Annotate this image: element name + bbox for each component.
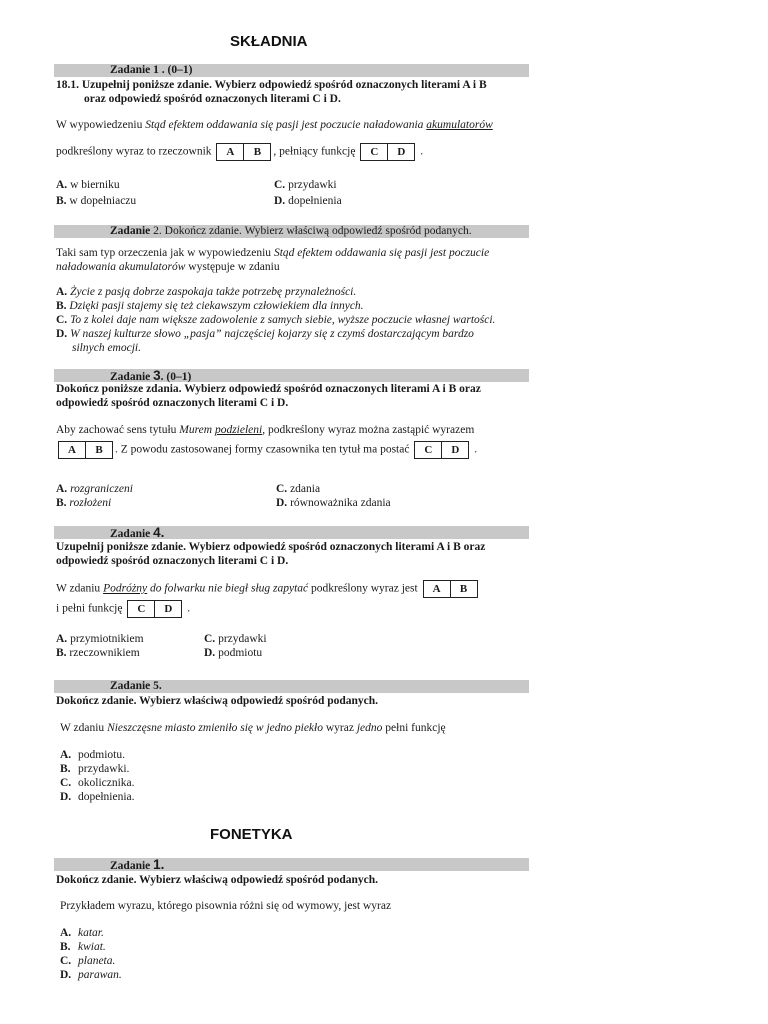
option-box-b[interactable]: B: [85, 442, 112, 458]
task-1-gap-line: [56, 143, 423, 161]
task-3-header-bar: [54, 369, 529, 382]
option-letter: D.: [276, 497, 288, 509]
option-text: kwiat.: [78, 941, 106, 953]
task-2-stem-quote: naładowania akumulatorów: [56, 261, 186, 273]
option-box-d[interactable]: D: [441, 442, 468, 458]
option-letter: A.: [56, 179, 68, 191]
option-letter: C.: [276, 483, 288, 495]
task-3-instruction-line-2: odpowiedź spośród oznaczonych literami C i D.: [56, 397, 289, 409]
option-text: Życie z pasją dobrze zaspokaja także potrzebę przynależności.: [67, 286, 357, 298]
option-text: zdania: [287, 483, 321, 495]
task-4-gap-line: [56, 600, 190, 618]
task-4-instruction-line-2: odpowiedź spośród oznaczonych literami C i D.: [56, 555, 289, 567]
task-5-option-b[interactable]: [60, 762, 129, 776]
task-3-gap-text: . Z powodu zastosowanej formy czasownika ten tytuł ma postać: [115, 443, 410, 456]
option-letter: D.: [204, 647, 216, 659]
option-text: planeta.: [78, 955, 116, 967]
task-5-option-c[interactable]: [60, 776, 135, 790]
task-4-answer-box-cd[interactable]: [127, 600, 182, 618]
task-4-header: [110, 526, 164, 541]
option-letter: B.: [60, 941, 71, 953]
option-box-a[interactable]: A: [432, 583, 441, 595]
task-2-stem-text: Taki sam typ orzeczenia jak w wypowiedzeniu: [56, 247, 274, 259]
option-text: w dopełniaczu: [66, 195, 137, 207]
task-3-sentence-text-2: , podkreślony wyraz można zastąpić wyrazem: [262, 424, 475, 436]
option-text: rozłożeni: [66, 497, 112, 509]
task-2-header: [110, 225, 472, 238]
phonetics-task-1-header-bar: [54, 858, 529, 871]
option-letter: D.: [60, 969, 72, 981]
option-letter: C.: [60, 777, 72, 789]
task-5-sentence: [60, 721, 446, 735]
task-2-option-b[interactable]: [56, 299, 364, 313]
task-3-option-a[interactable]: [56, 482, 133, 496]
task-1-answer-box-ab[interactable]: [216, 143, 271, 161]
option-text: Dzięki pasji stajemy się też ciekawszym człowiekiem dla innych.: [66, 300, 364, 312]
option-text: podmiotu.: [78, 749, 125, 761]
phonetics-task-1-header-number: 1.: [153, 857, 165, 872]
task-1-option-d[interactable]: [274, 194, 342, 208]
task-2-header-bar: [54, 225, 529, 238]
option-text: w bierniku: [67, 179, 120, 191]
task-2-stem-text: występuje w zdaniu: [185, 261, 280, 273]
option-text: przymiotnikiem: [67, 633, 144, 645]
option-box-c[interactable]: C: [370, 146, 379, 158]
option-box-c[interactable]: C: [424, 444, 433, 456]
task-1-sentence-quote: Stąd efektem oddawania się pasji jest poczucie naładowania: [145, 119, 427, 131]
task-3-option-b[interactable]: [56, 496, 111, 510]
task-3-title-quote: Murem: [179, 424, 215, 436]
task-5-option-a[interactable]: [60, 748, 125, 762]
option-text: dopełnienia.: [78, 791, 135, 803]
task-1-instruction-line-2: oraz odpowiedź spośród oznaczonych literami C i D.: [84, 93, 341, 105]
task-5-key-word: jedno: [356, 722, 383, 734]
task-4-sentence-quote: do folwarku nie biegł sług zapytać: [147, 582, 309, 595]
task-1-header: Zadanie 1 . (0–1): [110, 64, 193, 76]
phonetics-task-1-option-a[interactable]: [60, 926, 104, 940]
task-4-option-a[interactable]: [56, 632, 144, 646]
option-text: przydawki.: [78, 763, 130, 775]
task-4-gap-text: i pełni funkcję: [56, 602, 123, 615]
task-3-underlined-word: podzieleni: [214, 424, 263, 436]
task-4-option-c[interactable]: [204, 632, 267, 646]
task-1-option-b[interactable]: [56, 194, 136, 208]
option-letter: C.: [204, 633, 216, 645]
task-3-sentence-text: Aby zachować sens tytułu: [56, 424, 180, 436]
task-4-header-bar: [54, 526, 529, 539]
task-4-option-b[interactable]: [56, 646, 140, 660]
task-5-sentence-quote: Nieszczęsne miasto zmieniło się w jedno piekło: [107, 722, 323, 734]
option-letter: D.: [60, 791, 72, 803]
task-1-gap-text-2: , pełniący funkcję: [273, 145, 356, 158]
option-box-a[interactable]: A: [226, 146, 235, 158]
option-text: To z kolei daje nam większe zadowolenie z samych siebie, wyższe poczucie własnej wartości.: [67, 314, 496, 326]
task-1-sentence-part: W wypowiedzeniu: [56, 119, 146, 131]
task-3-option-c[interactable]: [276, 482, 320, 496]
option-text: przydawki: [215, 633, 267, 645]
phonetics-task-1-sentence: Przykładem wyrazu, którego pisownia różni się od wymowy, jest wyraz: [60, 900, 392, 912]
task-4-sentence-text-2: podkreślony wyraz jest: [308, 582, 418, 595]
task-4-underlined-word: Podróżny: [103, 582, 148, 595]
task-3-answer-box-cd[interactable]: [414, 441, 469, 459]
task-3-gap-line: [56, 441, 477, 459]
task-2-stem-quote: Stąd efektem oddawania się pasji jest poczucie: [273, 247, 490, 259]
option-letter: B.: [56, 497, 67, 509]
task-4-header-number: 4.: [153, 525, 165, 540]
phonetics-task-1-option-d[interactable]: [60, 968, 122, 982]
option-text: przydawki: [285, 179, 337, 191]
period: .: [474, 443, 478, 456]
option-letter: C.: [60, 955, 72, 967]
task-1-answer-box-cd[interactable]: [360, 143, 415, 161]
task-4-sentence-text: W zdaniu: [56, 582, 104, 595]
option-text: katar.: [78, 927, 104, 939]
option-text: rzeczownikiem: [66, 647, 140, 659]
option-letter: C.: [56, 314, 68, 326]
option-text: parawan.: [78, 969, 122, 981]
option-letter: A.: [56, 286, 68, 298]
option-text: podmiotu: [215, 647, 263, 659]
option-letter: A.: [60, 927, 72, 939]
option-letter: D.: [56, 328, 68, 340]
option-box-b[interactable]: B: [450, 581, 477, 597]
task-3-answer-box-ab[interactable]: [58, 441, 113, 459]
task-1-option-c[interactable]: [274, 178, 337, 192]
option-text: okolicznika.: [78, 777, 135, 789]
option-letter: D.: [274, 195, 286, 207]
option-letter: A.: [60, 749, 72, 761]
task-5-instruction: Dokończ zdanie. Wybierz właściwą odpowiedź spośród podanych.: [56, 695, 379, 707]
phonetics-task-1-option-c[interactable]: [60, 954, 115, 968]
task-1-instruction-line-1: 18.1. Uzupełnij poniższe zdanie. Wybierz odpowiedź spośród oznaczonych literami A i B: [56, 79, 487, 91]
task-4-instruction-line-1: Uzupełnij poniższe zdanie. Wybierz odpowiedź spośród oznaczonych literami A i B oraz: [56, 541, 486, 553]
phonetics-task-1-option-b[interactable]: [60, 940, 106, 954]
task-5-header-bar: [54, 680, 529, 693]
task-2-option-c[interactable]: [56, 313, 495, 327]
section-title-fonetyka: FONETYKA: [210, 826, 293, 843]
phonetics-task-1-header: [110, 858, 164, 873]
option-text: równoważnika zdania: [287, 497, 391, 509]
option-letter: A.: [56, 633, 68, 645]
task-2-header-label: Zadanie: [110, 225, 151, 237]
task-1-option-a[interactable]: [56, 178, 120, 192]
task-3-sentence: [56, 423, 474, 437]
option-text: dopełnienia: [285, 195, 342, 207]
section-title-skladnia: SKŁADNIA: [230, 33, 308, 50]
option-box-d[interactable]: D: [387, 144, 414, 160]
option-box-b[interactable]: B: [243, 144, 270, 160]
option-letter: B.: [56, 647, 67, 659]
task-1-header-bar: [54, 64, 529, 77]
option-box-d[interactable]: D: [154, 601, 181, 617]
task-5-sentence-text-3: pełni funkcję: [382, 722, 446, 734]
option-text: rozgraniczeni: [67, 483, 133, 495]
option-box-c[interactable]: C: [137, 603, 146, 615]
option-letter: B.: [60, 763, 71, 775]
task-2-option-a[interactable]: [56, 285, 356, 299]
option-box-a[interactable]: A: [68, 444, 76, 456]
task-4-sentence: [56, 580, 480, 598]
period: .: [187, 602, 191, 615]
option-letter: A.: [56, 483, 68, 495]
task-5-sentence-text: W zdaniu: [60, 722, 108, 734]
task-3-option-d[interactable]: [276, 496, 391, 510]
task-3-header-points: . (0–1): [160, 371, 192, 383]
option-letter: B.: [56, 300, 67, 312]
task-3-instruction-line-1: Dokończ poniższe zdania. Wybierz odpowiedź spośród oznaczonych literami A i B oraz: [56, 383, 481, 395]
task-2-stem-line-1: [56, 246, 489, 260]
option-letter: B.: [56, 195, 67, 207]
phonetics-task-1-header-label: Zadanie: [110, 860, 154, 872]
task-2-option-d-continuation: silnych emocji.: [72, 342, 141, 354]
task-1-sentence: [56, 118, 493, 132]
task-2-stem-line-2: [56, 260, 280, 274]
task-4-option-d[interactable]: [204, 646, 262, 660]
task-1-underlined-word: akumulatorów: [426, 119, 493, 131]
phonetics-task-1-instruction: Dokończ zdanie. Wybierz właściwą odpowiedź spośród podanych.: [56, 874, 379, 886]
task-5-sentence-text-2: wyraz: [322, 722, 357, 734]
task-2-header-instruction: 2. Dokończ zdanie. Wybierz właściwą odpowiedź spośród podanych.: [150, 225, 472, 237]
option-letter: C.: [274, 179, 286, 191]
task-4-answer-box-ab[interactable]: [423, 580, 478, 598]
option-text: W naszej kulturze słowo „pasja” najczęściej kojarzy się z czymś dostarczającym bardzo: [67, 328, 474, 340]
task-4-header-label: Zadanie: [110, 528, 154, 540]
task-5-option-d[interactable]: [60, 790, 135, 804]
task-3-header-label: Zadanie: [110, 371, 154, 383]
task-5-header: Zadanie 5.: [110, 680, 162, 692]
period: .: [420, 145, 424, 158]
task-1-gap-text: podkreślony wyraz to rzeczownik: [56, 145, 212, 158]
task-2-option-d[interactable]: [56, 327, 474, 341]
task-3-header-number: 3: [153, 368, 161, 383]
